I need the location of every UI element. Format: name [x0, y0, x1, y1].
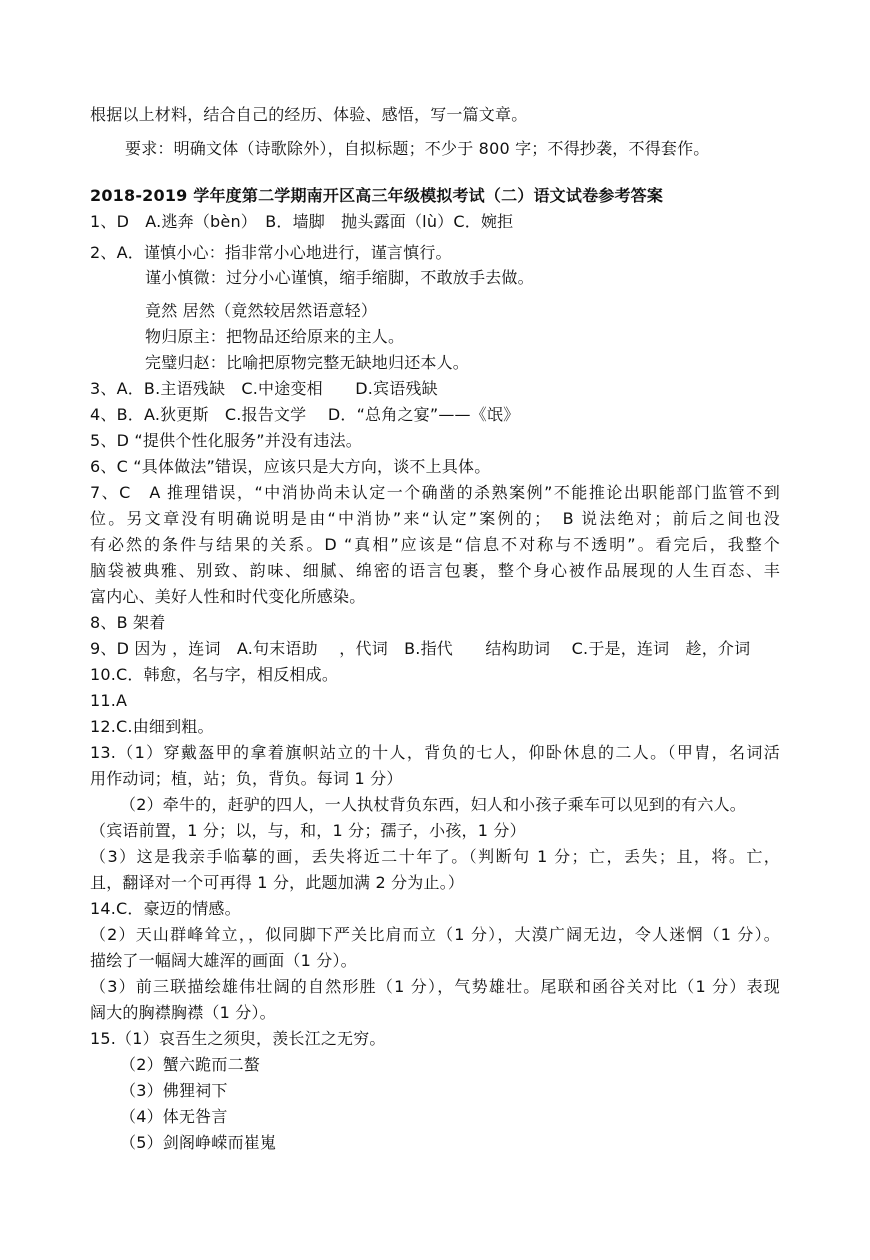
answer-15-line-1: 15.（1）哀吾生之须臾，羡长江之无穷。 — [90, 1029, 386, 1048]
answer-2-line-5: 完璧归赵：比喻把原物完整无缺地归还本人。 — [145, 353, 470, 372]
answer-13-line-2: 用作动词；植，站；负，背负。每词 1 分） — [90, 769, 403, 788]
answer-11: 11.A — [90, 691, 128, 710]
answer-13-line-5: （3）这是我亲手临摹的画，丢失将近二十年了。（判断句 1 分；亡，丢失；且，将。亡， — [90, 847, 780, 866]
prompt-line-1: 根据以上材料，结合自己的经历、体验、感悟，写一篇文章。 — [90, 105, 528, 124]
answer-1: 1、D A.逃奔（bèn） B．墙脚 抛头露面（lù）C．婉拒 — [90, 212, 514, 231]
answer-7-line-1: 7、C A 推理错误，“中消协尚未认定一个确凿的杀熟案例”不能推论出职能部门监管不到 — [90, 483, 780, 502]
prompt-line-2: 要求：明确文体（诗歌除外），自拟标题；不少于 800 字；不得抄袭，不得套作。 — [125, 139, 710, 158]
answer-14-line-1: 14.C．豪迈的情感。 — [90, 899, 241, 918]
answer-8: 8、B 架着 — [90, 613, 166, 632]
answer-13-line-3: （2）牵牛的，赶驴的四人，一人执杖背负东西，妇人和小孩子乘车可以见到的有六人。 — [120, 795, 746, 814]
answer-15-line-4: （4）体无咎言 — [120, 1107, 228, 1126]
answer-10: 10.C．韩愈，名与字，相反相成。 — [90, 665, 339, 684]
answer-5: 5、D “提供个性化服务”并没有违法。 — [90, 431, 362, 450]
answer-2-line-1: 2、A．谨慎小心：指非常小心地进行，谨言慎行。 — [90, 243, 452, 262]
answer-14-line-5: 阔大的胸襟胸襟（1 分）。 — [90, 1003, 276, 1022]
answer-7-line-2: 位。另文章没有明确说明是由“中消协”来“认定”案例的； B 说法绝对；前后之间也没 — [90, 509, 780, 528]
answer-7-line-4: 脑袋被典雅、别致、韵味、细腻、绵密的语言包裹，整个身心被作品展现的人生百态、丰 — [90, 561, 780, 580]
answer-7-line-5: 富内心、美好人性和时代变化所感染。 — [90, 587, 366, 606]
answer-7-line-3: 有必然的条件与结果的关系。D “真相”应该是“信息不对称与不透明”。看完后，我整个 — [90, 535, 780, 554]
answer-14-line-2: （2）天山群峰耸立，，似同脚下严关比肩而立（1 分），大漠广阔无边，令人迷惘（1 分）。 — [90, 925, 780, 944]
answer-2-line-3: 竟然 居然（竟然较居然语意轻） — [145, 301, 378, 320]
answer-14-line-4: （3）前三联描绘雄伟壮阔的自然形胜（1 分），气势雄壮。尾联和函谷关对比（1 分）表现 — [90, 977, 780, 996]
answer-15-line-2: （2）蟹六跪而二螯 — [120, 1055, 260, 1074]
answer-12: 12.C.由细到粗。 — [90, 717, 214, 736]
answer-13-line-4: （宾语前置，1 分；以，与，和，1 分；孺子，小孩，1 分） — [90, 821, 526, 840]
answer-9: 9、D 因为 ，连词 A.句末语助 ，代词 B.指代 结构助词 C.于是，连词 趁，介词 — [90, 639, 751, 658]
answer-13-line-1: 13.（1）穿戴盔甲的拿着旗帜站立的十人，背负的七人，仰卧休息的二人。（甲胄，名词活 — [90, 743, 780, 762]
answer-4: 4、B．A.狄更斯 C.报告文学 D．“总角之宴”——《氓》 — [90, 405, 520, 424]
answer-13-line-6: 且，翻译对一个可再得 1 分，此题加满 2 分为止。） — [90, 873, 465, 892]
answer-14-line-3: 描绘了一幅阔大雄浑的画面（1 分）。 — [90, 951, 357, 970]
answer-15-line-5: （5）剑阁峥嵘而崔嵬 — [120, 1133, 277, 1152]
answer-key-title: 2018-2019 学年度第二学期南开区高三年级模拟考试（二）语文试卷参考答案 — [90, 186, 664, 205]
answer-6: 6、C “具体做法”错误，应该只是大方向，谈不上具体。 — [90, 457, 491, 476]
answer-15-line-3: （3）佛狸祠下 — [120, 1081, 228, 1100]
answer-2-line-4: 物归原主：把物品还给原来的主人。 — [145, 327, 405, 346]
answer-3: 3、A．B.主语残缺 C.中途变相 D.宾语残缺 — [90, 379, 438, 398]
answer-2-line-2: 谨小慎微：过分小心谨慎，缩手缩脚，不敢放手去做。 — [145, 268, 534, 287]
